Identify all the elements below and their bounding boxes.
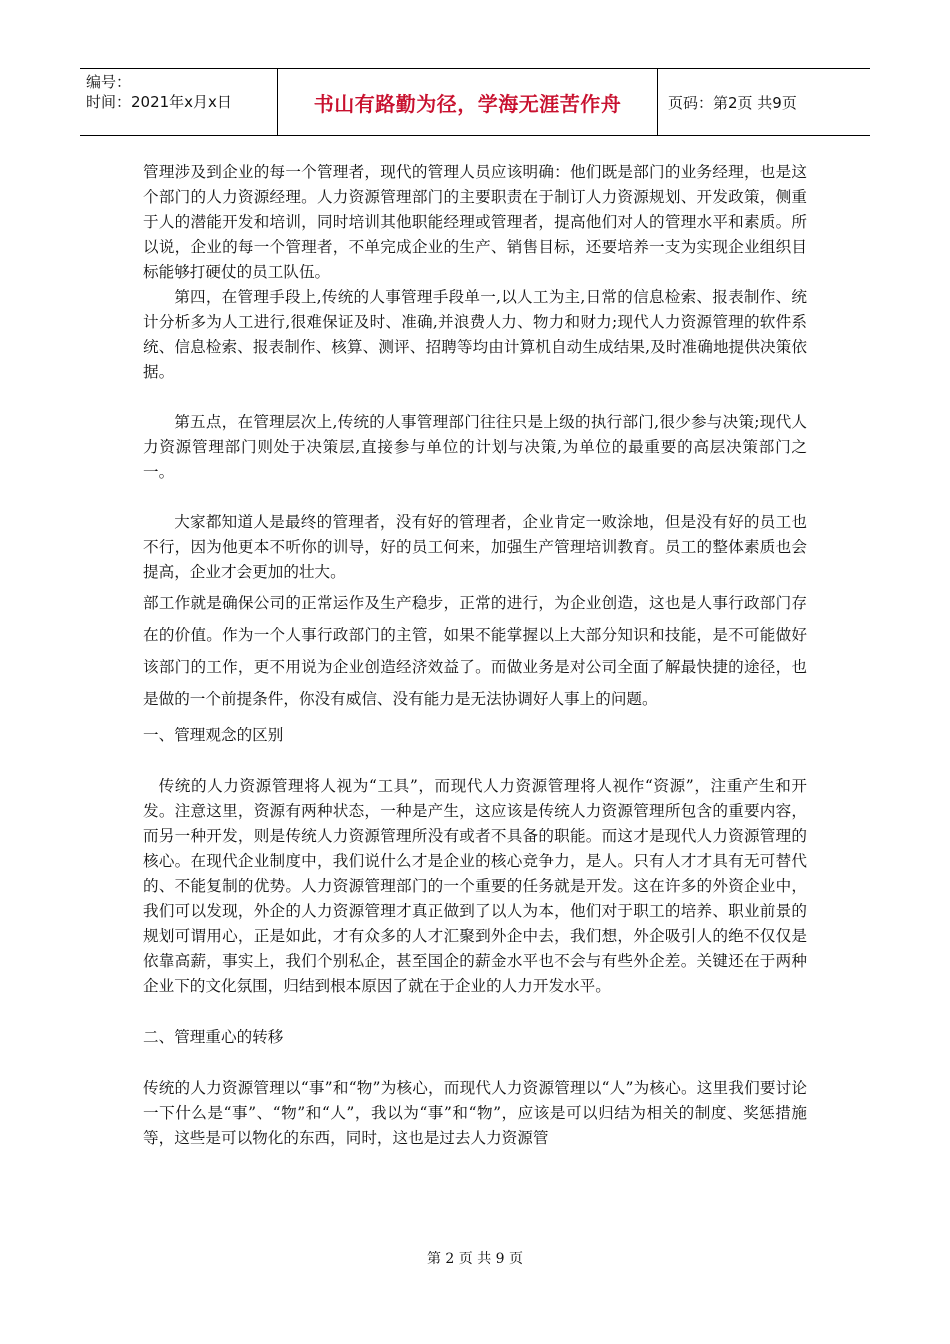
document-time-label: 时间：2021年x月x日 [86,93,232,111]
paragraph-5: 部工作就是确保公司的正常运作及生产稳步，正常的进行，为企业创造，这也是人事行政部门存在的价值。作为一个人事行政部门的主管，如果不能掌握以上大部分知识和技能，是不可能做好该部门的工作，更不用说为企业创造经济效益了。而做业务是对公司全面了解最快捷的途径，也是做的一个前提条件，你没有威信、没有能力是无法协调好人事上的问题。 [143,594,807,708]
page-header [80,68,870,136]
document-number-label: 编号： [86,73,132,91]
header-meta [80,69,278,135]
paragraph-4: 大家都知道人是最终的管理者，没有好的管理者，企业肯定一败涂地，但是没有好的员工也不行，因为他更本不听你的训导，好的员工何来，加强生产管理培训教育。员工的整体素质也会提高，企业才会更加的壮大。 [143,513,807,581]
header-page-label: 页码：第2页 共9页 [668,93,797,112]
paragraph-1: 管理涉及到企业的每一个管理者，现代的管理人员应该明确：他们既是部门的业务经理，也是这个部门的人力资源经理。人力资源管理部门的主要职责在于制订人力资源规划、开发政策，侧重于人的潜能开发和培训，同时培训其他职能经理或管理者，提高他们对人的管理水平和素质。所以说，企业的每一个管理者，不单完成企业的生产、销售目标，还要培养一支为实现企业组织目标能够打硬仗的员工队伍。 [143,163,807,281]
section-heading-1: 一、管理观念的区别 [143,726,284,744]
header-motto: 书山有路勤为径，学海无涯苦作舟 [278,69,658,135]
page-footer: 第 2 页 共 9 页 [426,1251,524,1267]
paragraph-2: 第四，在管理手段上,传统的人事管理手段单一,以人工为主,日常的信息检索、报表制作、统计分析多为人工进行,很难保证及时、准确,并浪费人力、物力和财力;现代人力资源管理的软件系统、信息检索、报表制作、核算、测评、招聘等均由计算机自动生成结果,及时准确地提供决策依据。 [143,288,807,381]
paragraph-3: 第五点，在管理层次上,传统的人事管理部门往往只是上级的执行部门,很少参与决策;现代人力资源管理部门则处于决策层,直接参与单位的计划与决策,为单位的最重要的高层决策部门之一。 [143,413,807,481]
document-body [143,160,807,1151]
paragraph-7: 传统的人力资源管理以“事”和“物”为核心，而现代人力资源管理以“人”为核心。这里我们要讨论一下什么是“事”、“物”和“人”，我以为“事”和“物”，应该是可以归结为相关的制度、奖惩措施等，这些是可以物化的东西，同时，这也是过去人力资源管 [143,1079,807,1147]
paragraph-6: 传统的人力资源管理将人视为“工具”，而现代人力资源管理将人视作“资源”，注重产生和开发。注意这里，资源有两种状态，一种是产生，这应该是传统人力资源管理所包含的重要内容，而另一种开发，则是传统人力资源管理所没有或者不具备的职能。而这才是现代人力资源管理的核心。在现代企业制度中，我们说什么才是企业的核心竞争力，是人。只有人才才具有无可替代的、不能复制的优势。人力资源管理部门的一个重要的任务就是开发。这在许多的外资企业中，我们可以发现，外企的人力资源管理才真正做到了以人为本，他们对于职工的培养、职业前景的规划可谓用心，正是如此，才有众多的人才汇聚到外企中去，我们想，外企吸引人的绝不仅仅是依靠高薪，事实上，我们个别私企，甚至国企的薪金水平也不会与有些外企差。关键还在于两种企业下的文化氛围，归结到根本原因了就在于企业的人力开发水平。 [143,777,807,995]
section-heading-2: 二、管理重心的转移 [143,1028,284,1046]
